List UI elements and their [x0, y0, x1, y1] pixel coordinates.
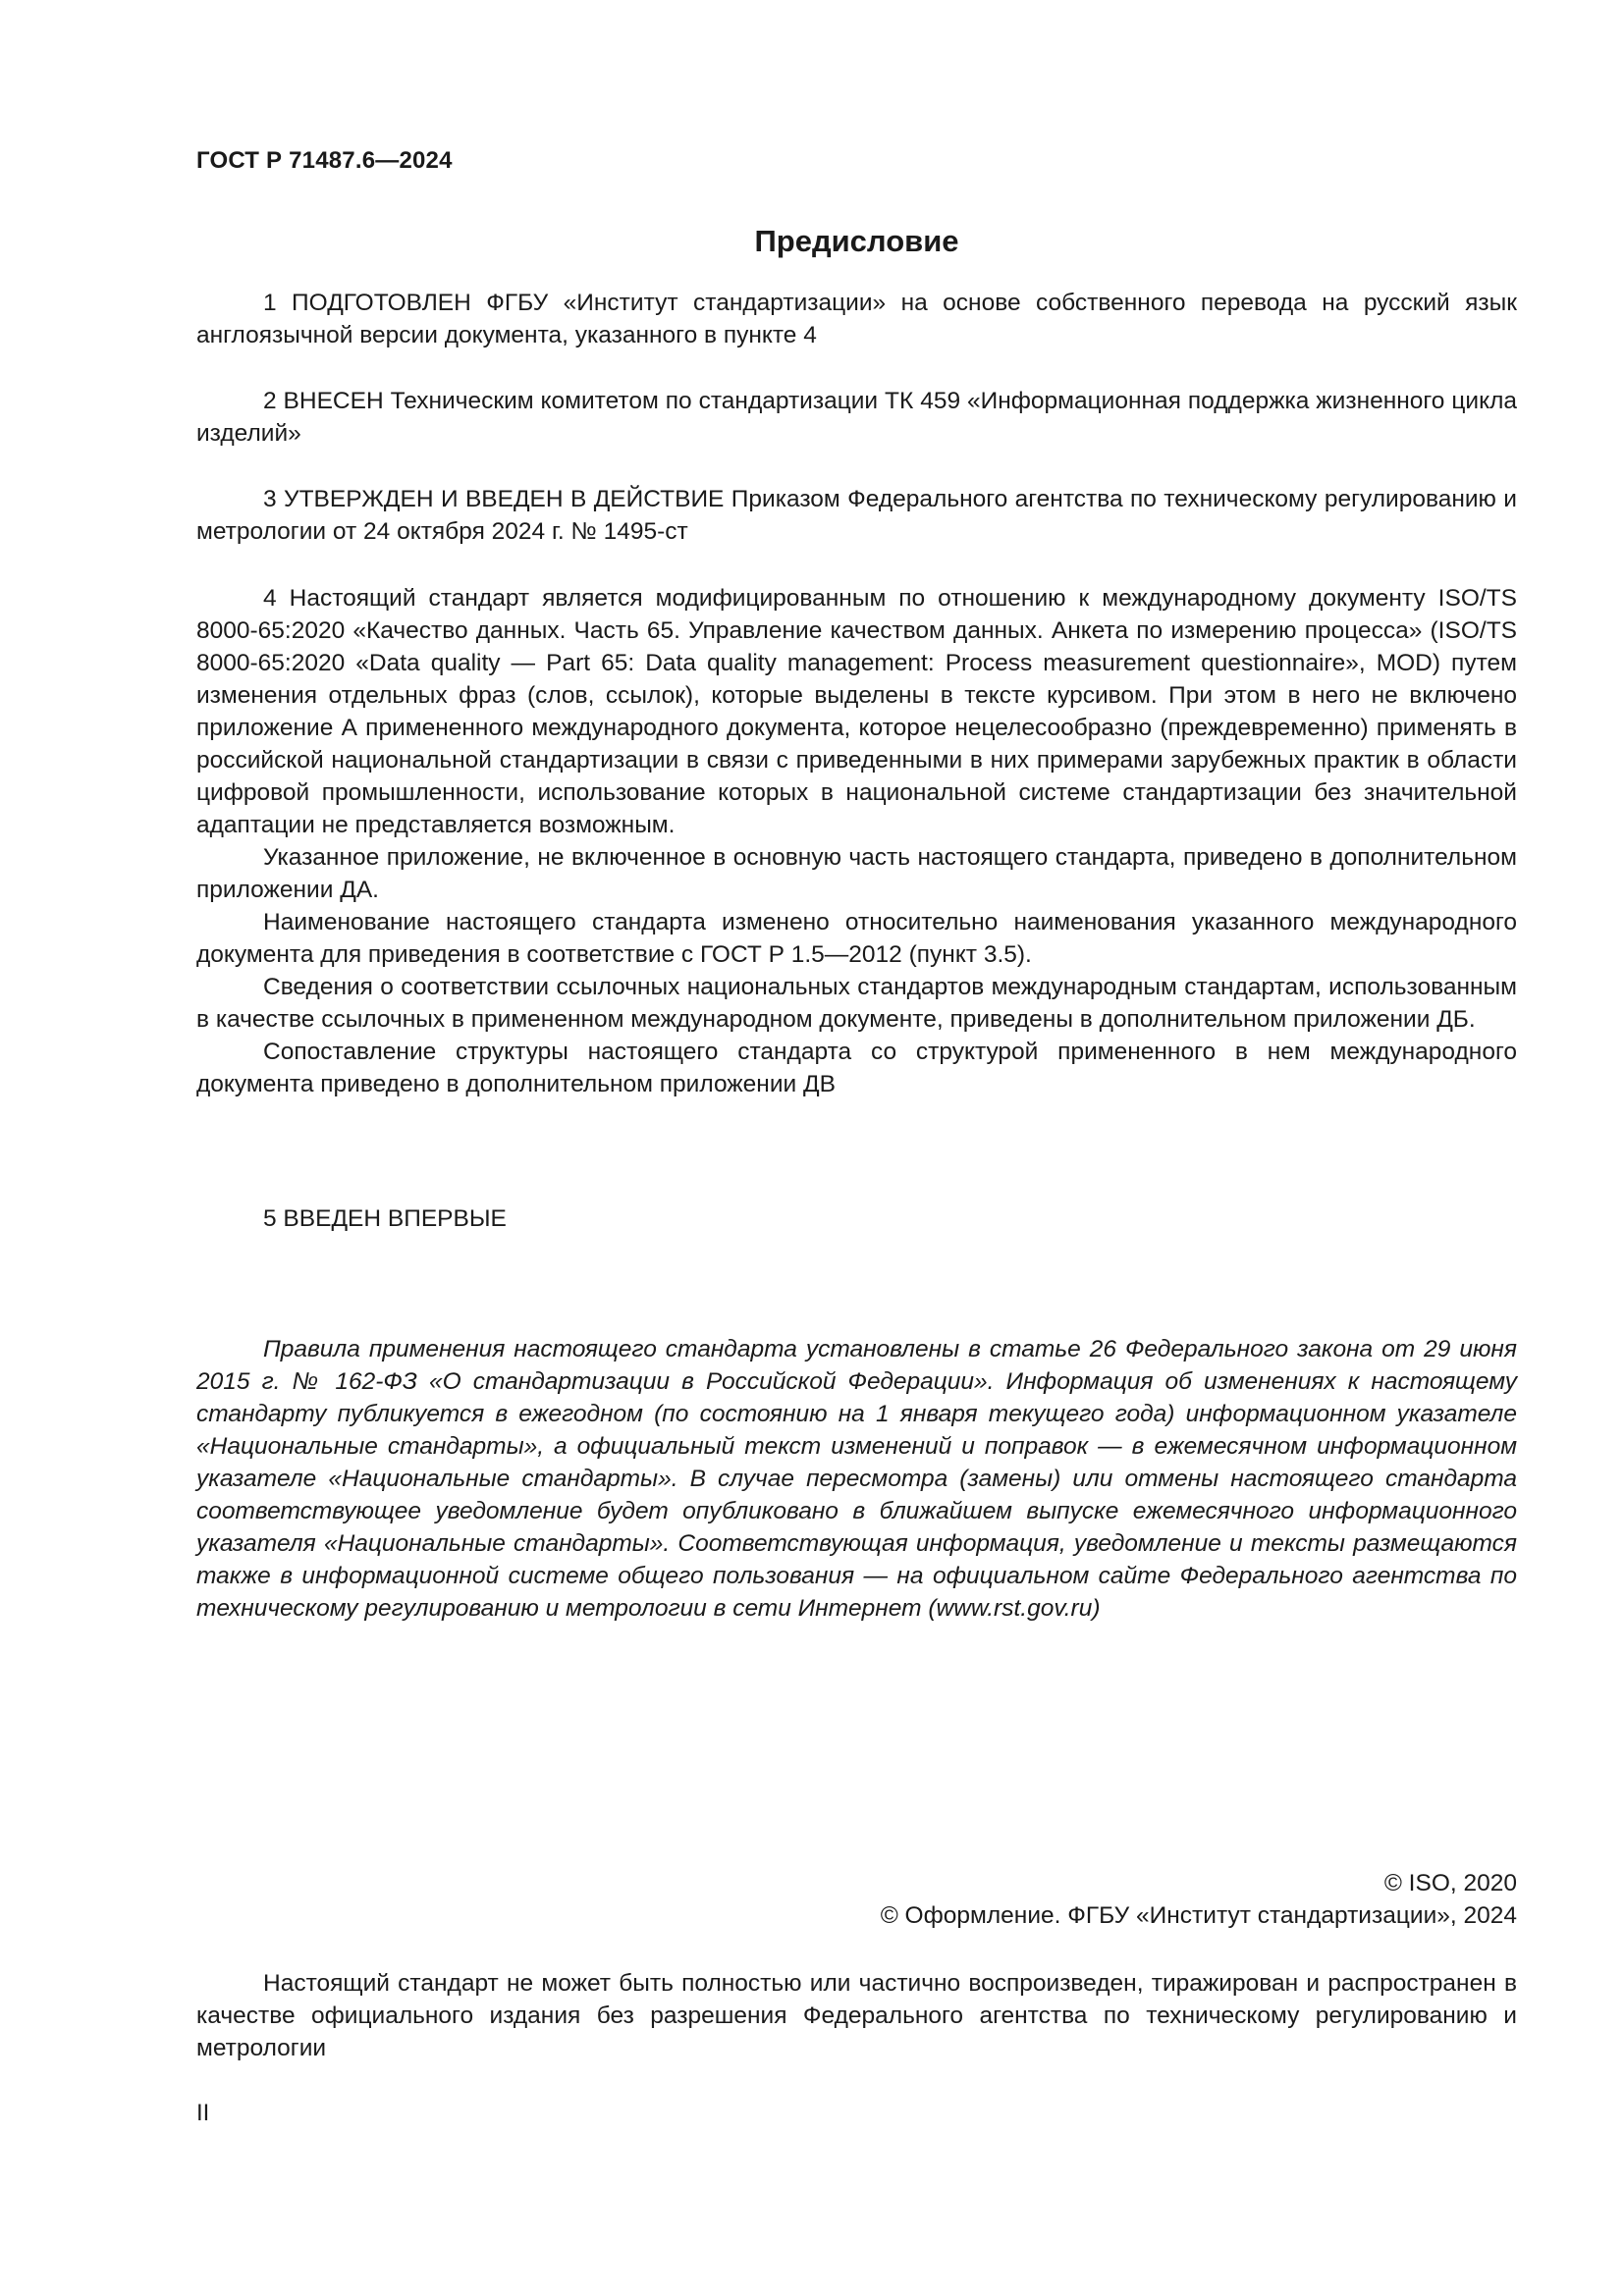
- foreword-paragraph: 5 ВВЕДЕН ВПЕРВЫЕ: [263, 1205, 507, 1232]
- foreword-item-1: [196, 287, 1517, 351]
- reproduction-text: Настоящий стандарт не может быть полностью или частично воспроизведен, тиражирован и распространен в качестве официального издания без разрешения Федерального агентства по техническому регулированию и метрологии: [196, 1970, 1517, 2061]
- foreword-paragraph: 2 ВНЕСЕН Техническим комитетом по стандартизации ТК 459 «Информационная поддержка жизненного цикла изделий»: [196, 388, 1517, 447]
- reproduction-notice: [196, 1967, 1517, 2064]
- document-code-header: ГОСТ Р 71487.6—2024: [196, 147, 453, 174]
- foreword-item-3: [196, 483, 1517, 548]
- foreword-paragraph: Сопоставление структуры настоящего стандарта со структурой примененного в нем международного документа приведено в дополнительном приложении ДВ: [196, 1039, 1517, 1097]
- page-number: II: [196, 2100, 210, 2126]
- layout-copyright: © Оформление. ФГБУ «Институт стандартизации», 2024: [880, 1902, 1517, 1929]
- foreword-paragraph: 4 Настоящий стандарт является модифицированным по отношению к международному документу ISO/TS 8000-65:2020 «Качество данных. Часть 65. Управление качеством данных. Анкета по измерению процесса» (ISO/TS 8000-65:2020 «Data quality — Part 65: Data quality management: Process measurement questionnaire», MOD) путем изменения отдельных фраз (слов, ссылок), которые выделены в тексте курсивом. При этом в него не включено приложение А примененного международного документа, которое нецелесообразно (преждевременно) применять в российской национальной стандартизации в связи с приведенными в них примерами зарубежных практик в области цифровой промышленности, использование которых в национальной системе стандартизации без значительной адаптации не представляется возможным.: [196, 585, 1517, 838]
- copyright-block: [881, 1867, 1517, 1932]
- foreword-item-2: [196, 385, 1517, 450]
- foreword-paragraph: 3 УТВЕРЖДЕН И ВВЕДЕН В ДЕЙСТВИЕ Приказом Федерального агентства по техническому регулированию и метрологии от 24 октября 2024 г. № 1495-ст: [196, 486, 1517, 545]
- foreword-paragraph: Наименование настоящего стандарта изменено относительно наименования указанного международного документа для приведения в соответствие с ГОСТ Р 1.5—2012 (пункт 3.5).: [196, 909, 1517, 968]
- application-rules-notice: [196, 1333, 1517, 1625]
- foreword-paragraph: 1 ПОДГОТОВЛЕН ФГБУ «Институт стандартизации» на основе собственного перевода на русский язык англоязычной версии документа, указанного в пункте 4: [196, 290, 1517, 348]
- foreword-item-4: [196, 582, 1517, 1100]
- foreword-paragraph: Сведения о соответствии ссылочных национальных стандартов международным стандартам, использованным в качестве ссылочных в примененном международном документе, приведены в дополнительном приложении ДБ.: [196, 974, 1517, 1033]
- foreword-paragraph: Указанное приложение, не включенное в основную часть настоящего стандарта, приведено в дополнительном приложении ДА.: [196, 844, 1517, 903]
- iso-copyright: © ISO, 2020: [1383, 1870, 1517, 1896]
- notice-text: Правила применения настоящего стандарта установлены в статье 26 Федерального закона от 29 июня 2015 г. № 162-ФЗ «О стандартизации в Российской Федерации». Информация об изменениях к настоящему стандарту публикуется в ежегодном (по состоянию на 1 января текущего года) информационном указателе «Национальные стандарты», а официальный текст изменений и поправок — в ежемесячном информационном указателе «Национальные стандарты». В случае пересмотра (замены) или отмены настоящего стандарта соответствующее уведомление будет опубликовано в ближайшем выпуске ежемесячного информационного указателя «Национальные стандарты». Соответствующая информация, уведомление и тексты размещаются также в информационной системе общего пользования — на официальном сайте Федерального агентства по техническому регулированию и метрологии в сети Интернет (www.rst.gov.ru): [196, 1336, 1517, 1622]
- page-title: Предисловие: [754, 224, 959, 258]
- foreword-item-5: [196, 1202, 1517, 1235]
